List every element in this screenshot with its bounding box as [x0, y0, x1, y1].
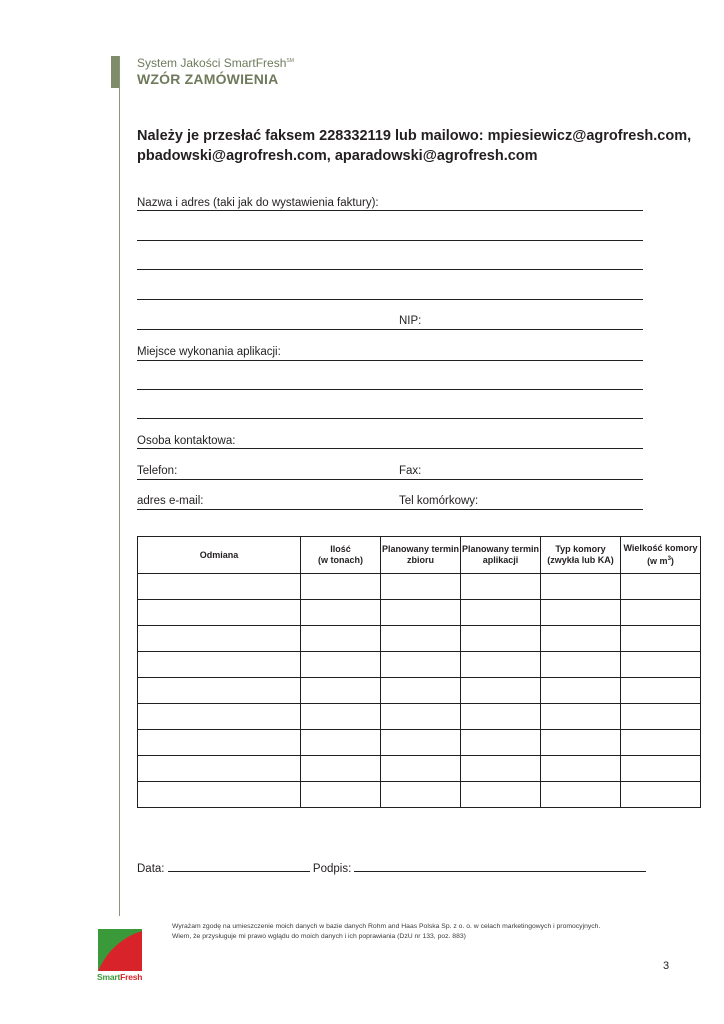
application-place-label: Miejsce wykonania aplikacji:: [137, 346, 281, 358]
table-cell[interactable]: [138, 782, 301, 808]
consent-note: [172, 922, 652, 942]
name-address-line-3[interactable]: [137, 269, 643, 270]
table-cell[interactable]: [381, 574, 461, 600]
table-header-row: [138, 537, 701, 574]
signature-row: [137, 860, 646, 875]
order-table: [137, 536, 701, 808]
table-cell[interactable]: [461, 730, 541, 756]
table-cell[interactable]: [541, 600, 621, 626]
table-cell[interactable]: [381, 626, 461, 652]
column-header-application-date: Planowany termin aplikacji: [461, 537, 541, 574]
table-row: [138, 678, 701, 704]
table-cell[interactable]: [301, 678, 381, 704]
column-header-quantity: Ilość (w tonach): [301, 537, 381, 574]
application-place-line-2[interactable]: [137, 389, 643, 390]
column-header-harvest-date: Planowany termin zbioru: [381, 537, 461, 574]
table-row: [138, 600, 701, 626]
table-cell[interactable]: [381, 782, 461, 808]
system-title: System Jakości SmartFresh℠: [137, 56, 294, 70]
table-cell[interactable]: [461, 704, 541, 730]
table-cell[interactable]: [461, 600, 541, 626]
table-cell[interactable]: [461, 652, 541, 678]
table-cell[interactable]: [621, 626, 701, 652]
name-address-line-4[interactable]: [137, 299, 643, 300]
table-cell[interactable]: [301, 730, 381, 756]
table-cell[interactable]: [621, 782, 701, 808]
table-cell[interactable]: [541, 756, 621, 782]
table-cell[interactable]: [461, 574, 541, 600]
service-mark: SM: [286, 58, 294, 64]
table-cell[interactable]: [138, 652, 301, 678]
table-cell[interactable]: [461, 782, 541, 808]
table-cell[interactable]: [301, 574, 381, 600]
table-row: [138, 730, 701, 756]
table-cell[interactable]: [138, 626, 301, 652]
table-cell[interactable]: [541, 652, 621, 678]
contact-person-line[interactable]: [137, 448, 643, 449]
table-cell[interactable]: [138, 730, 301, 756]
accent-line: [119, 56, 120, 916]
table-cell[interactable]: [301, 600, 381, 626]
table-cell[interactable]: [381, 704, 461, 730]
phone-label: Telefon:: [137, 465, 178, 477]
table-cell[interactable]: [621, 730, 701, 756]
table-row: [138, 704, 701, 730]
name-address-line-1[interactable]: [137, 210, 643, 211]
table-cell[interactable]: [381, 756, 461, 782]
application-place-line-1[interactable]: [137, 360, 643, 361]
table-row: [138, 626, 701, 652]
table-cell[interactable]: [381, 730, 461, 756]
table-cell[interactable]: [301, 782, 381, 808]
table-cell[interactable]: [621, 600, 701, 626]
table-cell[interactable]: [541, 730, 621, 756]
table-cell[interactable]: [301, 626, 381, 652]
nip-label: NIP:: [399, 315, 422, 327]
name-address-line-2[interactable]: [137, 240, 643, 241]
date-field[interactable]: [168, 860, 310, 872]
application-place-line-3[interactable]: [137, 418, 643, 419]
table-cell[interactable]: [381, 600, 461, 626]
table-row: [138, 756, 701, 782]
table-row: [138, 782, 701, 808]
email-label: adres e-mail:: [137, 495, 204, 507]
table-cell[interactable]: [621, 756, 701, 782]
signature-field[interactable]: [354, 860, 646, 872]
table-cell[interactable]: [138, 600, 301, 626]
table-cell[interactable]: [541, 782, 621, 808]
mobile-label: Tel komórkowy:: [399, 495, 479, 507]
table-cell[interactable]: [301, 756, 381, 782]
table-cell[interactable]: [301, 652, 381, 678]
table-cell[interactable]: [621, 704, 701, 730]
table-cell[interactable]: [381, 678, 461, 704]
send-instruction: Należy je przesłać faksem 228332119 lub mailowo: mpiesiewicz@agrofresh.com, pbadowski@agrofresh.com, aparadowski@agrofresh.com: [137, 128, 692, 164]
column-header-variety: Odmiana: [138, 537, 301, 574]
table-cell[interactable]: [138, 574, 301, 600]
table-row: [138, 574, 701, 600]
name-address-label: Nazwa i adres (taki jak do wystawienia faktury):: [137, 197, 379, 209]
table-cell[interactable]: [541, 704, 621, 730]
date-label: Data:: [137, 863, 165, 875]
table-cell[interactable]: [541, 678, 621, 704]
consent-line-2: Wiem, że przysługuje mi prawo wglądu do moich danych i ich poprawiania (DzU nr 133, poz. 883): [172, 933, 466, 940]
signature-label: Podpis:: [312, 863, 352, 875]
table-cell[interactable]: [541, 626, 621, 652]
table-cell[interactable]: [138, 678, 301, 704]
table-cell[interactable]: [621, 652, 701, 678]
table-cell[interactable]: [138, 704, 301, 730]
document-title: WZÓR ZAMÓWIENIA: [137, 71, 279, 87]
phone-fax-line[interactable]: [137, 479, 643, 480]
contact-person-label: Osoba kontaktowa:: [137, 435, 236, 447]
table-cell[interactable]: [138, 756, 301, 782]
table-cell[interactable]: [541, 574, 621, 600]
nip-line[interactable]: [137, 329, 643, 330]
table-cell[interactable]: [461, 626, 541, 652]
table-cell[interactable]: [621, 678, 701, 704]
table-cell[interactable]: [381, 652, 461, 678]
smartfresh-logo: [97, 929, 143, 983]
table-cell[interactable]: [301, 704, 381, 730]
column-header-chamber-size: Wielkość komory (w $m^3$): [621, 537, 701, 574]
table-cell[interactable]: [461, 678, 541, 704]
table-cell[interactable]: [461, 756, 541, 782]
smartfresh-logo-text: SmartFresh: [97, 972, 143, 982]
email-mobile-line[interactable]: [137, 509, 643, 510]
consent-line-1: Wyrażam zgodę na umieszczenie moich danych w bazie danych Rohm and Haas Polska Sp. z o. o. w celach marketingowych i promocyjnych.: [172, 923, 601, 930]
table-row: [138, 652, 701, 678]
column-header-chamber-type: Typ komory (zwykła lub KA): [541, 537, 621, 574]
page-number: 3: [663, 960, 670, 972]
fax-label: Fax:: [399, 465, 422, 477]
table-cell[interactable]: [621, 574, 701, 600]
